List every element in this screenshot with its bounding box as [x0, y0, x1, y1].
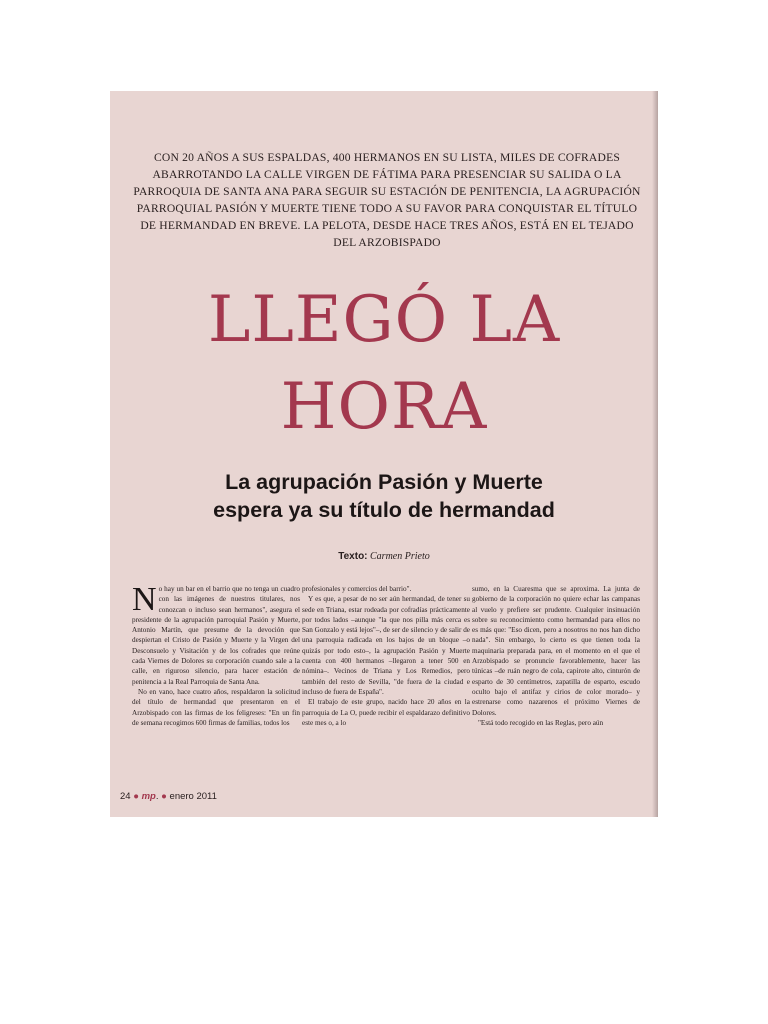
- article-column-3: [472, 584, 640, 784]
- byline-author: Carmen Prieto: [370, 551, 430, 562]
- page-fold-shadow: [652, 91, 658, 817]
- page-footer: [120, 791, 217, 802]
- column-1-paragraph-2: No en vano, hace cuatro años, respaldaron la solicitud del título de hermandad que presentaron en el Arzobispado con las firmas de los feligreses: "En un fin de semana recogimos 600 firmas de familias, todos los: [132, 687, 300, 727]
- column-1-paragraph-1-text: o hay un bar en el barrio que no tenga un cuadro con las imágenes de nuestros titulares, nos conozcan o incluso sean hermanos", asegura el presidente de la agrupación parroquial Pasión y Muerte, Antonio Martín, que presume de la devoción que despiertan el Cristo de Pasión y Muerte y la Virgen del Desconsuelo y Visitación y de los cofrades que reúne cada Viernes de Dolores su corporación cuando sale a la calle, en riguroso silencio, para hacer estación de penitencia a la Real Parroquia de Santa Ana.: [132, 585, 300, 686]
- byline: [110, 551, 658, 562]
- column-2-paragraph-2: Y es que, a pesar de no ser aún hermandad, de tener su sede en Triana, estar rodeada por cofradías prácticamente por todos lados –aunque "la que nos pilla más cerca es San Gonzalo y está lejos"–, de ser de silencio y de salir de una parroquia radicada en los bajos de un bloque –o quizás por todo esto–, la agrupación Pasión y Muerte cuenta con 400 hermanos –llegaron a tener 500 en nómina–. Vecinos de Triana y Los Remedios, pero también del resto de Sevilla, "de fuera de la ciudad e incluso de fuera de España".: [302, 595, 470, 696]
- magazine-logo: mp: [141, 791, 156, 802]
- article-column-1: [132, 584, 300, 784]
- headline-line-2: HORA: [280, 370, 488, 444]
- article-column-2: [302, 584, 470, 784]
- magazine-page: [110, 91, 658, 817]
- column-2-paragraph-1: profesionales y comercios del barrio".: [302, 585, 412, 593]
- bullet-icon: ●: [161, 791, 167, 802]
- page-number: 24: [120, 791, 131, 802]
- column-1-paragraph-1: [132, 584, 300, 687]
- byline-label: Texto:: [338, 551, 368, 562]
- issue-date: enero 2011: [169, 791, 217, 802]
- subheadline-line-2: espera ya su título de hermandad: [213, 498, 555, 522]
- column-3-paragraph-2: "Está todo recogido en las Reglas, pero aún: [478, 718, 604, 727]
- subheadline-line-1: La agrupación Pasión y Muerte: [225, 470, 543, 494]
- column-2-paragraph-3: El trabajo de este grupo, nacido hace 20 años en la parroquia de La O, puede recibir el espaldarazo definitivo este mes o, a lo: [302, 698, 470, 727]
- logo-period: .: [155, 791, 159, 802]
- headline-line-1: LLEGÓ LA: [207, 283, 561, 357]
- column-3-paragraph-1: sumo, en la Cuaresma que se aproxima. La junta de gobierno de la corporación no quiere echar las campanas al vuelo y prefiere ser prudente. Cualquier insinuación sobre su reconocimiento como hermandad para ellos no es más que: "Eso dicen, pero a nosotros no nos han dicho nada". Sin embargo, lo cierto es que tienen toda la maquinaria preparada para, en el momento en el que el Arzobispado se pronuncie favorablemente, hacer las túnicas –de ruán negro de cola, capirote alto, cinturón de esparto de 30 centímetros, zapatilla de esparto, escudo oculto bajo el antifaz y cirios de color morado– y estrenarse como nazarenos el próximo Viernes de Dolores.: [472, 585, 640, 717]
- bullet-icon: ●: [133, 791, 139, 802]
- drop-cap: N: [132, 584, 157, 618]
- intro-paragraph: CON 20 AÑOS A SUS ESPALDAS, 400 HERMANOS EN SU LISTA, MILES DE COFRADES ABARROTANDO LA CALLE VIRGEN DE FÁTIMA PARA PRESENCIAR SU SALIDA O LA PARROQUIA DE SANTA ANA PARA SEGUIR SU ESTACIÓN DE PENITENCIA, LA AGRUPACIÓN PARROQUIAL PASIÓN Y MUERTE TIENE TODO A SU FAVOR PARA CONQUISTAR EL TÍTULO DE HERMANDAD EN BREVE. LA PELOTA, DESDE HACE TRES AÑOS, ESTÁ EN EL TEJADO DEL ARZOBISPADO: [133, 151, 641, 249]
